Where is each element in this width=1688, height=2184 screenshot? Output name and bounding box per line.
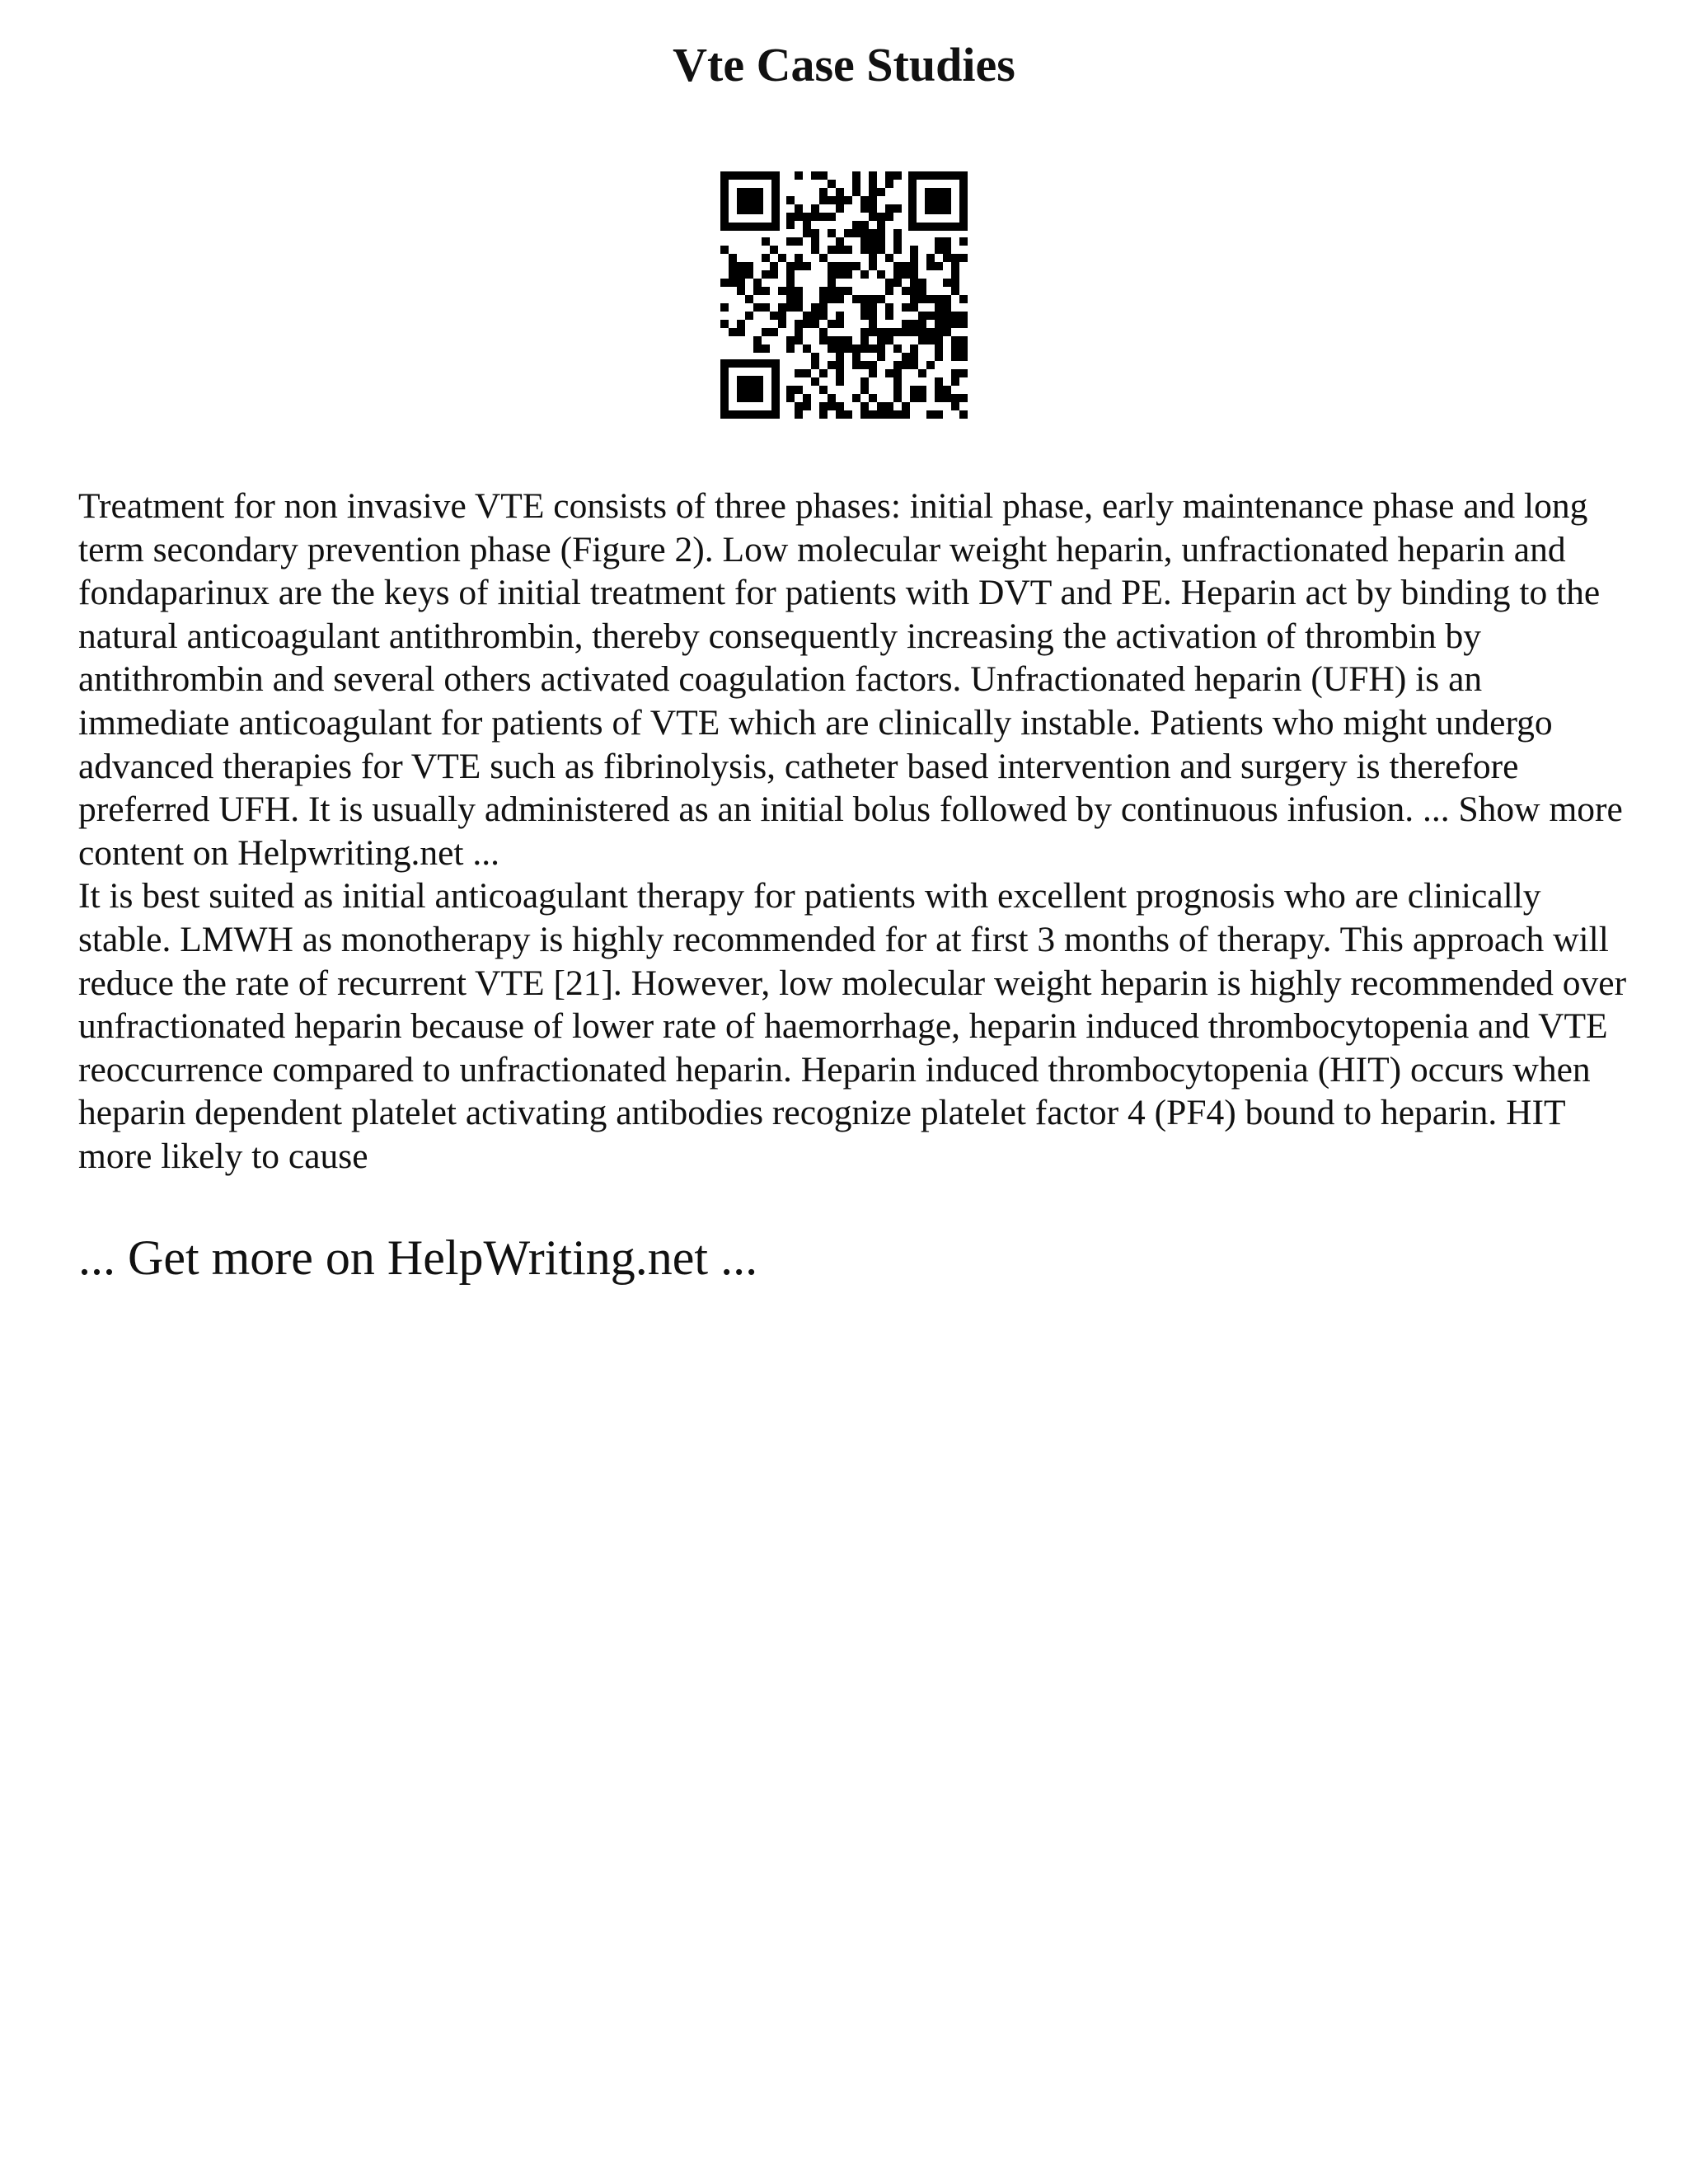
paragraph-1: Treatment for non invasive VTE consists of three phases: initial phase, early maintenance phase and long term secondary prevention phase (Figure 2). Low molecular weight heparin, unfractionated heparin and fondaparinux are the keys of initial treatment for patients with DVT and PE. Heparin act by binding to the natural anticoagulant antithrombin, thereby consequently increasing the activation of thrombin by antithrombin and several others activated coagulation factors. Unfractionated heparin (UFH) is an immediate anticoagulant for patients of VTE which are clinically instable. Patients who might undergo advanced therapies for VTE such as fibrinolysis, catheter based intervention and surgery is therefore preferred UFH. It is usually administered as an initial bolus followed by continuous infusion. ... Show more content on Helpwriting.net ... xyxy=(78,486,1623,873)
page-title: Vte Case Studies xyxy=(673,38,1015,91)
qr-code-icon xyxy=(720,171,968,419)
get-more-link[interactable]: ... Get more on HelpWriting.net ... xyxy=(78,1230,758,1285)
article-body xyxy=(78,485,1628,1179)
paragraph-2: It is best suited as initial anticoagulant therapy for patients with excellent prognosis who are clinically stable. LMWH as monotherapy is highly recommended for at first 3 months of therapy. This approach will reduce the rate of recurrent VTE [21]. However, low molecular weight heparin is highly recommended over unfractionated heparin because of lower rate of haemorrhage, heparin induced thrombocytopenia and VTE reoccurrence compared to unfractionated heparin. Heparin induced thrombocytopenia (HIT) occurs when heparin dependent platelet activating antibodies recognize platelet factor 4 (PF4) bound to heparin. HIT more likely to cause xyxy=(78,876,1627,1176)
